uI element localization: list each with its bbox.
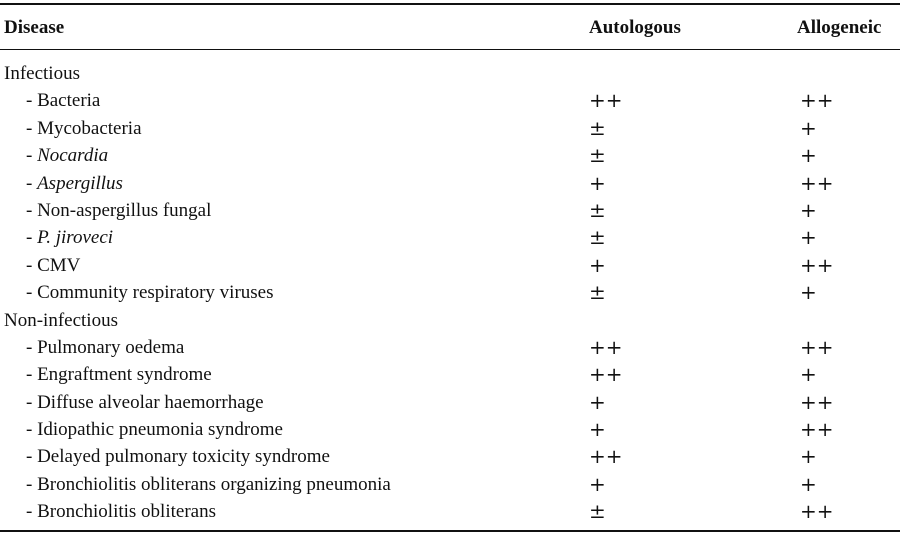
allogeneic-value: + (800, 280, 817, 305)
disease-label: Bronchiolitis obliterans organizing pneumonia (37, 473, 391, 495)
disease-label: Aspergillus (37, 172, 123, 194)
table-row (0, 498, 900, 525)
table-row (0, 471, 900, 498)
disease-name (26, 498, 216, 525)
disease-label: Bacteria (37, 90, 101, 112)
item-bullet: - (26, 501, 38, 523)
allogeneic-value: ++ (800, 389, 834, 414)
disease-label: Nocardia (37, 145, 109, 167)
table-row (0, 416, 900, 443)
autologous-value: ± (589, 280, 606, 305)
disease-name (26, 471, 391, 498)
disease-label: Mycobacteria (37, 117, 142, 139)
autologous-value: + (589, 389, 606, 414)
table-row (0, 361, 900, 388)
disease-label: Engraftment syndrome (37, 364, 212, 386)
group-label: Infectious (4, 63, 80, 84)
disease-label: Idiopathic pneumonia syndrome (37, 419, 283, 441)
table-row (0, 443, 900, 470)
table-row (0, 142, 900, 169)
disease-label: Non-aspergillus fungal (37, 199, 212, 221)
table-group-row (0, 307, 900, 334)
disease-label: Delayed pulmonary toxicity syndrome (37, 446, 330, 468)
item-bullet: - (26, 199, 38, 221)
item-bullet: - (26, 391, 38, 413)
disease-label: Pulmonary oedema (37, 336, 185, 358)
table-row (0, 279, 900, 306)
allogeneic-value: + (800, 471, 817, 496)
allogeneic-value: ++ (800, 170, 834, 195)
autologous-value: ± (589, 115, 606, 140)
item-bullet: - (26, 282, 38, 304)
item-bullet: - (26, 227, 38, 249)
disease-name (26, 170, 123, 197)
allogeneic-value: + (800, 197, 817, 222)
allogeneic-value: + (800, 444, 817, 469)
allogeneic-value: ++ (800, 417, 834, 442)
table-bottom-rule (0, 530, 900, 532)
allogeneic-value: ++ (800, 252, 834, 277)
item-bullet: - (26, 145, 38, 167)
disease-name (26, 224, 113, 251)
disease-name (26, 416, 283, 443)
disease-label: Bronchiolitis obliterans (37, 501, 216, 523)
autologous-value: + (589, 417, 606, 442)
autologous-value: ± (589, 499, 606, 524)
header-allogeneic: Allogeneic (797, 17, 882, 38)
table-group-row (0, 60, 900, 87)
disease-name (26, 443, 330, 470)
autologous-value: ++ (589, 334, 623, 359)
allogeneic-value: + (800, 225, 817, 250)
allogeneic-value: + (800, 362, 817, 387)
autologous-value: + (589, 170, 606, 195)
allogeneic-value: + (800, 115, 817, 140)
item-bullet: - (26, 254, 38, 276)
allogeneic-value: ++ (800, 334, 834, 359)
autologous-value: ± (589, 225, 606, 250)
item-bullet: - (26, 336, 38, 358)
item-bullet: - (26, 90, 38, 112)
disease-label: Diffuse alveolar haemorrhage (37, 391, 264, 413)
disease-name (26, 87, 100, 114)
table-row (0, 389, 900, 416)
header-autologous: Autologous (589, 17, 681, 38)
allogeneic-value: + (800, 143, 817, 168)
disease-name (26, 279, 274, 306)
header-disease: Disease (4, 17, 65, 38)
table-row (0, 87, 900, 114)
autologous-value: + (589, 252, 606, 277)
disease-name (26, 142, 108, 169)
table-row (0, 252, 900, 279)
autologous-value: ± (589, 197, 606, 222)
allogeneic-value: ++ (800, 88, 834, 113)
table-body (0, 60, 900, 526)
item-bullet: - (26, 446, 38, 468)
disease-name (26, 197, 211, 224)
item-bullet: - (26, 419, 38, 441)
item-bullet: - (26, 172, 38, 194)
item-bullet: - (26, 364, 38, 386)
disease-name (26, 334, 184, 361)
table-row (0, 224, 900, 251)
autologous-value: ++ (589, 362, 623, 387)
table-row (0, 197, 900, 224)
item-bullet: - (26, 117, 38, 139)
disease-name (26, 389, 264, 416)
disease-label: CMV (37, 254, 81, 276)
disease-name (26, 115, 142, 142)
autologous-value: ± (589, 143, 606, 168)
autologous-value: ++ (589, 88, 623, 113)
allogeneic-value: ++ (800, 499, 834, 524)
table-row (0, 170, 900, 197)
disease-name (26, 361, 212, 388)
autologous-value: ++ (589, 444, 623, 469)
table-top-rule (0, 3, 900, 5)
item-bullet: - (26, 473, 38, 495)
disease-label: P. jiroveci (37, 227, 114, 249)
group-label: Non-infectious (4, 309, 118, 331)
table-row (0, 334, 900, 361)
table-header-rule (0, 49, 900, 50)
autologous-value: + (589, 471, 606, 496)
table-row (0, 115, 900, 142)
disease-label: Community respiratory viruses (37, 282, 274, 304)
disease-name (26, 252, 80, 279)
